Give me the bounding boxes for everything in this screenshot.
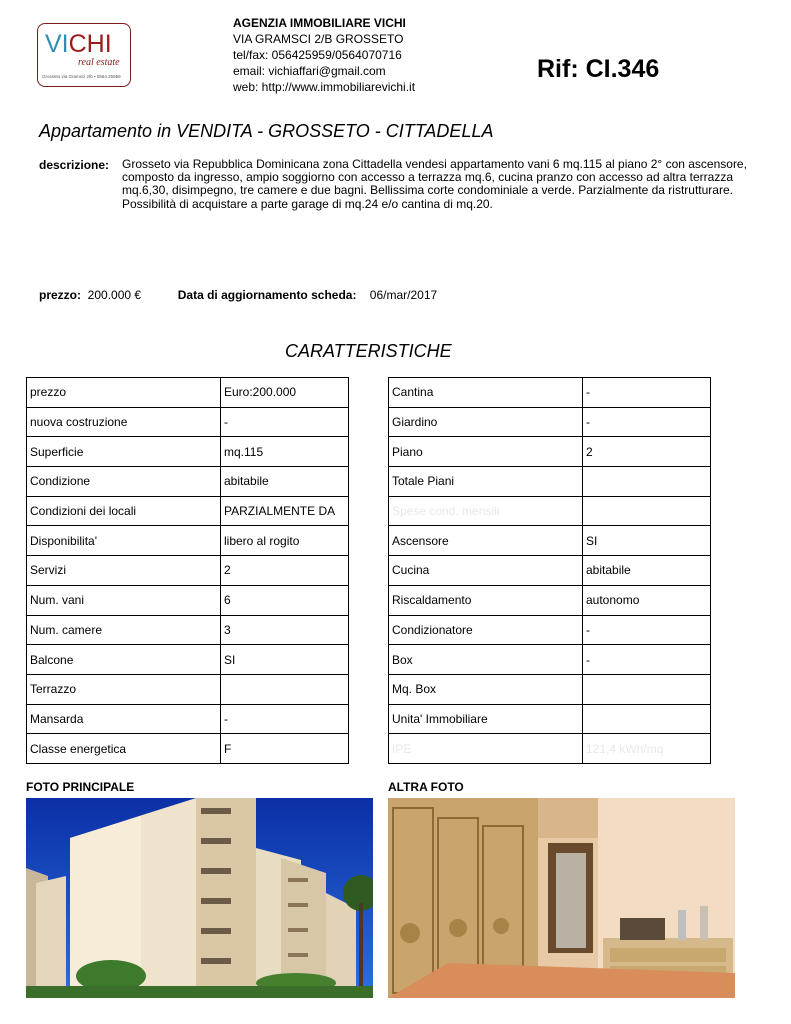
feature-value: abitabile	[583, 556, 711, 586]
logo-brand: VICHI	[45, 30, 112, 58]
feature-key: Mansarda	[27, 704, 221, 734]
feature-row	[27, 674, 349, 704]
feature-key: Giardino	[389, 407, 583, 437]
feature-row	[389, 496, 711, 526]
feature-value: PARZIALMENTE DA	[221, 496, 349, 526]
feature-row	[389, 407, 711, 437]
feature-value	[583, 467, 711, 497]
feature-key: Balcone	[27, 645, 221, 675]
agency-phone: tel/fax: 056425959/0564070716	[233, 48, 402, 62]
feature-value: -	[583, 615, 711, 645]
feature-value: -	[221, 407, 349, 437]
feature-key: Piano	[389, 437, 583, 467]
feature-value: -	[221, 704, 349, 734]
feature-row	[389, 615, 711, 645]
feature-value: F	[221, 734, 349, 764]
feature-value: SI	[583, 526, 711, 556]
feature-row	[27, 734, 349, 764]
feature-key: prezzo	[27, 378, 221, 408]
feature-value: -	[583, 378, 711, 408]
feature-row	[27, 526, 349, 556]
feature-value: 2	[583, 437, 711, 467]
agency-email[interactable]: email: vichiaffari@gmail.com	[233, 64, 386, 78]
feature-value: SI	[221, 645, 349, 675]
feature-row	[389, 467, 711, 497]
feature-value: -	[583, 645, 711, 675]
feature-row	[27, 496, 349, 526]
feature-value: autonomo	[583, 585, 711, 615]
feature-row	[27, 467, 349, 497]
feature-value: Euro:200.000	[221, 378, 349, 408]
feature-row	[389, 437, 711, 467]
description-text: Grosseto via Repubblica Dominicana zona Cittadella vendesi appartamento vani 6 mq.115 al piano 2° con ascensore, composto da ingresso, ampio soggiorno con accesso a terrazza mq.6, cucina pranzo con accesso ad altra terrazza mq.6,30, disimpegno, tre camere e due bagni. Bellissima corte condominiale a verde. Parzialmente da ristrutturare. Possibilità di acquistare a parte garage di mq.24 e/o cantina di mq.20.	[122, 157, 747, 211]
feature-row	[27, 615, 349, 645]
feature-value: 3	[221, 615, 349, 645]
feature-key: Superficie	[27, 437, 221, 467]
other-photo[interactable]	[388, 798, 735, 998]
agency-info	[233, 15, 415, 95]
feature-row	[389, 526, 711, 556]
feature-row	[389, 556, 711, 586]
feature-key: Ascensore	[389, 526, 583, 556]
feature-key: nuova costruzione	[27, 407, 221, 437]
feature-value: 121,4 kWh/mq	[583, 734, 711, 764]
feature-value	[583, 704, 711, 734]
feature-key: Terrazzo	[27, 674, 221, 704]
feature-row	[27, 585, 349, 615]
logo-address: Grosseto via Gramsci 2/b • 0564.25959	[42, 74, 121, 79]
feature-row	[27, 645, 349, 675]
features-title: CARATTERISTICHE	[285, 341, 452, 361]
other-photo-label: ALTRA FOTO	[388, 780, 464, 794]
feature-row	[27, 704, 349, 734]
agency-logo	[37, 23, 131, 87]
feature-key: Disponibilita'	[27, 526, 221, 556]
feature-key: Condizionatore	[389, 615, 583, 645]
price-label: prezzo:	[39, 288, 81, 302]
feature-key: Condizioni dei locali	[27, 496, 221, 526]
feature-key: Servizi	[27, 556, 221, 586]
feature-row	[389, 378, 711, 408]
feature-value: -	[583, 407, 711, 437]
update-value: 06/mar/2017	[369, 288, 438, 302]
price-value: 200.000 €	[87, 288, 142, 302]
feature-value: abitabile	[221, 467, 349, 497]
feature-key: Condizione	[27, 467, 221, 497]
feature-key: Classe energetica	[27, 734, 221, 764]
feature-key: Spese cond. mensili	[389, 496, 583, 526]
feature-key: Riscaldamento	[389, 585, 583, 615]
feature-value: mq.115	[221, 437, 349, 467]
features-table-right	[388, 377, 711, 764]
feature-value	[221, 674, 349, 704]
feature-row	[389, 585, 711, 615]
logo-subtitle: real estate	[78, 57, 120, 68]
feature-key: Num. vani	[27, 585, 221, 615]
feature-row	[27, 407, 349, 437]
feature-key: IPE	[389, 734, 583, 764]
feature-row	[27, 437, 349, 467]
feature-key: Box	[389, 645, 583, 675]
agency-name: AGENZIA IMMOBILIARE VICHI	[233, 16, 406, 30]
main-photo-label: FOTO PRINCIPALE	[26, 780, 135, 794]
feature-row	[389, 645, 711, 675]
agency-web[interactable]: web: http://www.immobiliarevichi.it	[233, 80, 416, 94]
feature-key: Mq. Box	[389, 674, 583, 704]
feature-row	[27, 378, 349, 408]
reference-code: Rif: CI.346	[537, 55, 660, 83]
feature-key: Cantina	[389, 378, 583, 408]
agency-address: VIA GRAMSCI 2/B GROSSETO	[233, 32, 404, 46]
features-table-left	[26, 377, 349, 764]
feature-row	[389, 704, 711, 734]
feature-value: libero al rogito	[221, 526, 349, 556]
feature-row	[389, 734, 711, 764]
price-row	[39, 288, 437, 302]
update-label: Data di aggiornamento scheda:	[177, 288, 357, 302]
feature-key: Num. camere	[27, 615, 221, 645]
feature-row	[27, 556, 349, 586]
feature-row	[389, 674, 711, 704]
feature-value: 6	[221, 585, 349, 615]
feature-key: Unita' Immobiliare	[389, 704, 583, 734]
feature-value	[583, 496, 711, 526]
feature-key: Totale Piani	[389, 467, 583, 497]
feature-key: Cucina	[389, 556, 583, 586]
feature-value: 2	[221, 556, 349, 586]
main-photo[interactable]	[26, 798, 373, 998]
feature-value	[583, 674, 711, 704]
listing-title: Appartamento in VENDITA - GROSSETO - CITTADELLA	[39, 121, 494, 141]
description-label: descrizione:	[39, 158, 110, 172]
